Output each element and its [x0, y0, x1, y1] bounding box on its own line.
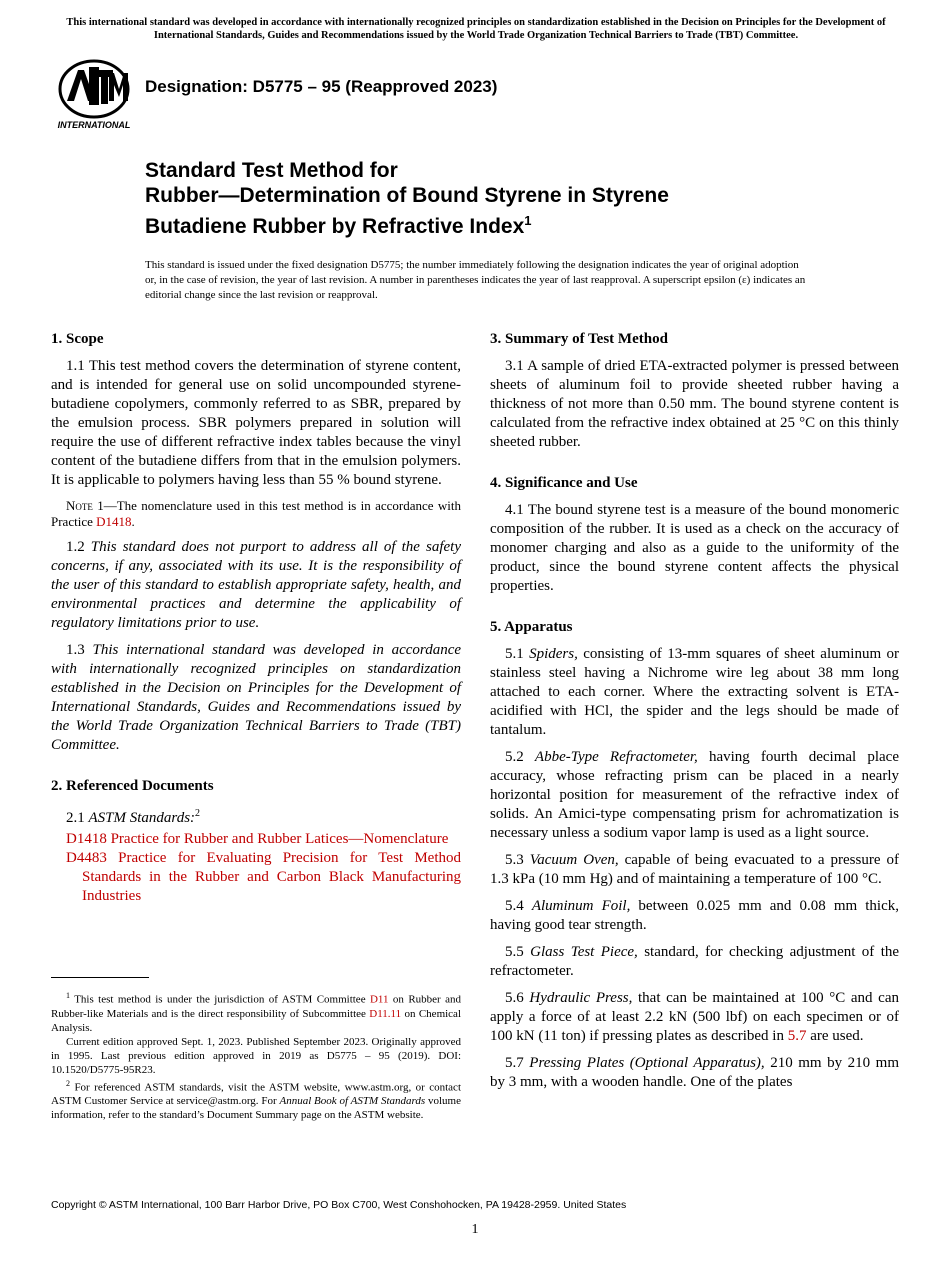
footnote-2-mark: 2	[66, 1078, 70, 1088]
astm-standards-label	[51, 804, 461, 828]
apparatus-num: 5.5	[505, 944, 531, 960]
scope-heading: 1. Scope	[51, 331, 104, 347]
significance-4-1: 4.1 The bound styrene test is a measure of the bound monomeric composition of the rubber. It is used as a check on the accuracy of monomer charging and also as a guide to the uniformity of the product, since the bound styrene content affects the physical properties.	[490, 502, 899, 594]
scope-1-3-num: 1.3	[66, 642, 93, 658]
apparatus-5-3	[490, 851, 899, 889]
scope-1-2	[51, 538, 461, 633]
ref-sub-mark[interactable]: 2	[195, 808, 201, 819]
ref-item	[51, 830, 461, 849]
apparatus-text: between 0.025 mm and 0.08 mm thick, having good tear strength.	[490, 898, 899, 933]
apparatus-term: Pressing Plates (Optional Apparatus),	[529, 1055, 765, 1071]
footnote-2-text-a: For referenced ASTM standards, visit the ASTM website, www.astm.org, or contact ASTM Customer Service at service@astm.org. For	[51, 1081, 461, 1108]
left-column	[51, 330, 461, 906]
apparatus-text: 210 mm by 210 mm by 3 mm, with a wooden handle. One of the plates	[490, 1055, 900, 1090]
page-number: 1	[471, 1222, 479, 1237]
summary-3-1: 3.1 A sample of dried ETA-extracted polymer is pressed between sheets of aluminum foil to provide sheeted rubber having a thickness of not more than 0.50 mm. The bound styrene content is calculated from the refractive index obtained at 25 °C on this thinly sheeted rubber.	[490, 358, 899, 450]
apparatus-heading: 5. Apparatus	[490, 619, 573, 635]
scope-1-1: 1.1 This test method covers the determination of styrene content, and is intended for general use on solid uncompounded styrene-butadiene copolymers, commonly referred to as SBR, prepared by the emulsion process. SBR polymers prepared in solution will require the use of different refractive index tables because the vinyl content of the butadiene differs from that in the emulsion polymers. It is applicable to polymers having less than 55 % bound styrene.	[51, 358, 461, 488]
note-link-d1418[interactable]: D1418	[96, 514, 132, 529]
apparatus-num: 5.4	[505, 898, 532, 914]
title-line-3-text: Butadiene Rubber by Refractive Index	[145, 215, 525, 238]
standard-notice: This standard is issued under the fixed designation D5775; the number immediately following the designation indicates the year of original adoption or, in the case of revision, the year of last revision. A number in parentheses indicates the year of last reapproval. A superscript epsilon (ε) indicates an editorial change since the last revision or reapproval.	[145, 259, 806, 301]
title-line-2: Rubber—Determination of Bound Styrene in Styrene	[145, 184, 669, 207]
title-footnote-mark[interactable]: 1	[524, 213, 532, 228]
footnote-1-mark: 1	[66, 991, 70, 1000]
ref-code-d4483[interactable]: D4483	[66, 850, 107, 866]
apparatus-num: 5.2	[505, 749, 535, 765]
right-column	[490, 330, 899, 1100]
apparatus-5-6	[490, 989, 899, 1046]
apparatus-term: Vacuum Oven,	[529, 852, 619, 868]
footnote-1-text-b: on Rubber and Rubber-like Materials and is the direct responsibility of Subcommittee	[51, 993, 462, 1020]
note-label: Note 1	[66, 498, 104, 513]
apparatus-term: Spiders,	[529, 646, 578, 662]
apparatus-text: capable of being evacuated to a pressure of 1.3 kPa (10 mm Hg) and of maintaining a temperature of 100 °C.	[490, 852, 899, 887]
footnote-1	[51, 989, 461, 1035]
footnote-1-text-c: on Chemical Analysis.	[51, 1007, 461, 1034]
apparatus-term: Aluminum Foil,	[531, 898, 631, 914]
footnote-2	[51, 1077, 461, 1123]
apparatus-num: 5.6	[505, 990, 530, 1006]
scope-1-2-text: This standard does not purport to address all of the safety concerns, if any, associated with its use. It is the responsibility of the user of this standard to establish appropriate safety, health, and environmental practices and determine the applicability of regulatory limitations prior to use.	[51, 539, 461, 631]
link-d11-11[interactable]: D11.11	[369, 1007, 402, 1020]
summary-heading: 3. Summary of Test Method	[490, 331, 668, 347]
ref-sub-num: 2.1	[66, 810, 89, 826]
footnote-divider	[51, 977, 149, 978]
footnotes	[51, 989, 461, 1122]
footnote-2-text-b: volume information, refer to the standard’s Document Summary page on the ASTM website.	[51, 1095, 461, 1122]
ref-item	[51, 849, 461, 906]
copyright: Copyright © ASTM International, 100 Barr Harbor Drive, PO Box C700, West Conshohocken, PA 19428-2959. United States	[51, 1199, 627, 1211]
note-end: .	[131, 514, 135, 529]
link-5-7[interactable]: 5.7	[787, 1028, 807, 1044]
ref-title-d4483[interactable]: Practice for Evaluating Precision for Test Method Standards in the Rubber and Carbon Black Manufacturing Industries	[82, 850, 462, 904]
apparatus-text: that can be maintained at 100 °C and can apply a force of at least 2.2 kN (500 lbf) on each specimen or of 100 kN (11 ton) if pressing plates as described in	[490, 990, 899, 1044]
designation: Designation: D5775 – 95 (Reapproved 2023)	[145, 77, 498, 96]
top-notice: This international standard was developed in accordance with internationally recognized principles on standardization established in the Decision on Principles for the Development of International Standards, Guides and Recommendations issued by the World Trade Organization Technical Barriers to Trade (TBT) Committee.	[66, 17, 886, 41]
apparatus-num: 5.1	[505, 646, 530, 662]
note-1	[51, 498, 461, 530]
apparatus-5-7	[490, 1054, 899, 1092]
apparatus-num: 5.7	[505, 1055, 530, 1071]
ref-sub-label: ASTM Standards:	[88, 810, 196, 826]
apparatus-num: 5.3	[505, 852, 530, 868]
referenced-heading: 2. Referenced Documents	[51, 778, 214, 794]
document-title	[145, 158, 865, 239]
footnote-edition: Current edition approved Sept. 1, 2023. Published September 2023. Originally approved in 1995. Last previous edition approved in 2019 as D5775 – 95 (2019). DOI: 10.1520/D5775-95R23.	[51, 1035, 461, 1076]
scope-1-3	[51, 641, 461, 755]
link-d11[interactable]: D11	[369, 993, 389, 1006]
footnote-1-text-a: This test method is under the jurisdiction of ASTM Committee	[70, 993, 370, 1006]
note-text: —The nomenclature used in this test method is in accordance with Practice	[51, 498, 461, 529]
apparatus-text: having fourth decimal place accuracy, whose refracting prism can be placed in a nearly horizontal position for measurement of the refractive index of solids. An Amici-type compensating prism for achromatization is necessary unless a sodium vapor lamp is used as a light source.	[490, 749, 899, 841]
ref-code-d1418[interactable]: D1418	[66, 831, 107, 847]
title-line-3	[145, 208, 865, 239]
apparatus-text: consisting of 13-mm squares of sheet aluminum or stainless steel having a Nichrome wire leg about 38 mm long attached to each corner. Where the extracting solvent is ETA-acidified with HCl, the spider and the legs should be made of tantalum.	[490, 646, 899, 738]
significance-heading: 4. Significance and Use	[490, 475, 638, 491]
apparatus-text-after: are used.	[806, 1028, 864, 1044]
svg-text:INTERNATIONAL: INTERNATIONAL	[57, 120, 131, 130]
title-line-1: Standard Test Method for	[145, 159, 398, 182]
ref-title-d1418[interactable]: Practice for Rubber and Rubber Latices—Nomenclature	[110, 831, 449, 847]
apparatus-5-4	[490, 897, 899, 935]
scope-1-2-num: 1.2	[66, 539, 91, 555]
astm-logo	[53, 57, 135, 131]
apparatus-5-5	[490, 943, 899, 981]
apparatus-term: Abbe-Type Refractometer,	[534, 749, 698, 765]
apparatus-term: Glass Test Piece,	[530, 944, 638, 960]
apparatus-5-2	[490, 748, 899, 843]
apparatus-term: Hydraulic Press,	[529, 990, 633, 1006]
footnote-2-italic: Annual Book of ASTM Standards	[279, 1095, 426, 1108]
apparatus-5-1	[490, 645, 899, 740]
apparatus-text: standard, for checking adjustment of the refractometer.	[490, 944, 900, 979]
scope-1-3-text: This international standard was developed in accordance with internationally recognized principles on standardization established in the Decision on Principles for the Development of International Standards, Guides and Recommendations issued by the World Trade Organization Technical Barriers to Trade (TBT) Committee.	[51, 642, 462, 753]
